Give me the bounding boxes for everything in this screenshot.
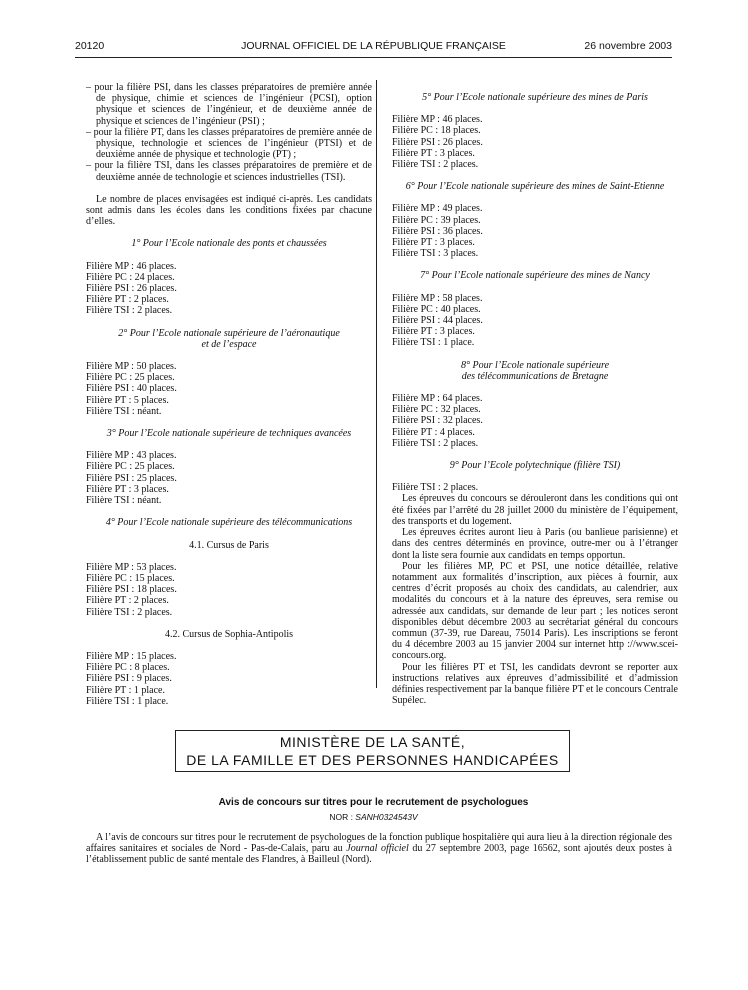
list-item: Filière PT : 5 places. [86, 394, 169, 406]
list-item: Filière PSI : 32 places. [392, 415, 483, 427]
section-list-6 [392, 203, 678, 259]
list-item: Filière PSI : 18 places. [86, 584, 177, 596]
section-title-8: 8° Pour l’Ecole nationale supérieure [460, 359, 610, 371]
list-item: Filière PSI : 26 places. [86, 283, 177, 295]
ministry-line-1: MINISTÈRE DE LA SANTÉ, [279, 734, 466, 750]
list-item: Filière MP : 43 places. [86, 450, 177, 462]
section-list-1 [86, 261, 372, 317]
section-list-3 [86, 450, 372, 506]
section-list-5 [392, 114, 678, 170]
section-title-9: 9° Pour l’Ecole polytechnique (filière TSI) [449, 460, 621, 472]
paragraph-notice: Pour les filières MP, PC et PSI, une notice détaillée, relative notamment aux formalités d’inscription, aux pièces à fournir, aux centres d’écrit proposés au choix des candidats, au calendrier, aux modalités du concours et à la nature des épreuves, sera remise ou adressée aux candidats, sur demande de leur part ; les notices seront disponibles début décembre 2003 au secrétariat général du concours commun (37-39, rue Dareau, 75014 Paris). Les inscriptions se feront du 4 décembre 2003 au 15 janvier 2004 sur internet http ://www.scei-concours.org. [392, 560, 678, 662]
list-item: Filière PT : 3 places. [392, 147, 475, 159]
paragraph-pt-tsi: Pour les filières PT et TSI, les candidats devront se reporter aux instructions relatives aux épreuves d’admissibilité et d’admission définies respectivement par la banque filière PT et le concours Centrale Supélec. [392, 661, 678, 707]
bullet-tsi: – pour la filière TSI, dans les classes préparatoires de première et de deuxième année de technologie et sciences industrielles (TSI). [86, 160, 372, 183]
section-list-7 [392, 293, 678, 349]
list-item: Filière PC : 40 places. [392, 303, 481, 315]
notice-text-after: du 27 septembre 2003, page 16562, sont ajoutés deux postes à l’établissement public de santé mentale des Flandres, à Bailleul (Nord). [86, 843, 672, 866]
paragraph-ecrites: Les épreuves écrites auront lieu à Paris (ou banlieue parisienne) et dans des centres déterminés en province, outre-mer ou à l’étranger dont la liste sera fournie aux candidats en temps opportun. [392, 527, 678, 561]
list-item: Filière PC : 18 places. [392, 125, 481, 137]
section-title-4: 4° Pour l’Ecole nationale supérieure des télécommunications [105, 517, 353, 529]
list-item: Filière MP : 49 places. [392, 203, 483, 215]
section-title-7: 7° Pour l’Ecole nationale supérieure des mines de Nancy [420, 270, 650, 282]
list-item: Filière TSI : néant. [86, 495, 162, 507]
list-item: Filière TSI : 2 places. [86, 606, 173, 618]
list-item: Filière PC : 15 places. [86, 572, 175, 584]
section-list-4-2 [86, 651, 372, 707]
section-list-8 [392, 393, 678, 449]
section-title-2: 2° Pour l’Ecole nationale supérieure de l’aéronautique [118, 327, 340, 339]
journal-title: JOURNAL OFFICIEL DE LA RÉPUBLIQUE FRANÇAISE [241, 40, 506, 52]
list-item: Filière PSI : 36 places. [392, 225, 483, 237]
section-title-6: 6° Pour l’Ecole nationale supérieure des mines de Saint-Etienne [405, 181, 665, 193]
right-column [392, 92, 678, 706]
notice-text-before: A l’avis de concours sur titres pour le recrutement de psychologues de la fonction publique hospitalière qui aura lieu à la direction régionale des affaires sanitaires et sociales de Nord - Pas-de-Calais, paru au [86, 832, 672, 855]
nor-label: NOR : [329, 812, 356, 822]
page-number: 20120 [75, 40, 105, 52]
ministry-heading-box [175, 730, 570, 772]
list-item: Filière PC : 25 places. [86, 461, 175, 473]
notice-title: Avis de concours sur titres pour le recrutement de psychologues [218, 797, 529, 808]
list-item: Filière PT : 3 places. [392, 326, 475, 338]
column-divider [376, 80, 377, 688]
list-item: Filière PT : 2 places. [86, 595, 169, 607]
section-title-5: 5° Pour l’Ecole nationale supérieure des mines de Paris [422, 92, 648, 103]
section-title-2-cont: et de l’espace [201, 338, 257, 350]
list-item: Filière MP : 15 places. [86, 650, 177, 662]
list-item: Filière PT : 2 places. [86, 294, 169, 306]
list-item: Filière PT : 1 place. [86, 684, 165, 696]
subsection-title-paris: 4.1. Cursus de Paris [189, 539, 269, 551]
intro-paragraph: Le nombre de places envisagées est indiqué ci-après. Les candidats sont admis dans les écoles dans les conditions fixées par chacune d’elles. [86, 193, 372, 228]
list-item: Filière MP : 46 places. [392, 114, 483, 126]
list-item: Filière TSI : 2 places. [392, 437, 479, 449]
section-title-8-cont: des télécommunications de Bretagne [461, 370, 609, 382]
list-item: Filière PSI : 40 places. [86, 383, 177, 395]
list-item: Filière PC : 24 places. [86, 271, 175, 283]
section-list-4-1 [86, 562, 372, 618]
list-item: Filière PC : 39 places. [392, 214, 481, 226]
bullet-pt: – pour la filière PT, dans les classes préparatoires de première année de physique, technologie et sciences de l’ingénieur (PTSI) et de deuxième année de physique et technologie (PT) ; [86, 126, 372, 161]
nor-code: SANH0324543V [355, 812, 418, 822]
list-item: Filière MP : 46 places. [86, 260, 177, 272]
list-item: Filière MP : 64 places. [392, 393, 483, 405]
page-header [75, 40, 672, 54]
paragraph-epreuves: Les épreuves du concours se dérouleront dans les conditions qui ont été fixées par l’arrêté du 28 juillet 2000 du ministère de l’équipement, des transports et du logement. [392, 493, 678, 527]
list-item: Filière MP : 58 places. [392, 292, 483, 304]
list-item: Filière TSI : 1 place. [86, 695, 169, 707]
bullet-psi: – pour la filière PSI, dans les classes préparatoires de première année de physique, chimie et sciences de l’ingénieur (PCSI), option physique et sciences de l’ingénieur, et de deuxième année de physique et sciences de l’ingénieur (PSI) ; [86, 82, 372, 127]
notice-journal-ref: Journal officiel [346, 843, 409, 855]
list-item: Filière TSI : néant. [86, 405, 162, 417]
list-item: Filière PSI : 44 places. [392, 315, 483, 327]
list-item: Filière TSI : 2 places. [392, 159, 479, 171]
list-item: Filière PC : 32 places. [392, 404, 481, 416]
section-title-3: 3° Pour l’Ecole nationale supérieure de techniques avancées [106, 428, 352, 440]
list-item: Filière PC : 8 places. [86, 662, 170, 674]
list-item: Filière TSI : 2 places. [392, 482, 479, 494]
ministry-line-2: DE LA FAMILLE ET DES PERSONNES HANDICAPÉES [186, 752, 559, 768]
list-item: Filière TSI : 3 places. [392, 248, 479, 260]
list-item: Filière PT : 3 places. [392, 237, 475, 249]
list-item: Filière PT : 3 places. [86, 483, 169, 495]
subsection-title-sophia: 4.2. Cursus de Sophia-Antipolis [164, 628, 294, 640]
list-item: Filière PC : 25 places. [86, 372, 175, 384]
header-rule [75, 57, 672, 58]
section-title-1: 1° Pour l’Ecole nationale des ponts et chaussées [131, 238, 327, 250]
list-item: Filière TSI : 1 place. [392, 337, 475, 349]
section-list-2 [86, 361, 372, 417]
issue-date: 26 novembre 2003 [584, 40, 672, 52]
list-item: Filière PT : 4 places. [392, 426, 475, 438]
list-item: Filière PSI : 9 places. [86, 673, 172, 685]
list-item: Filière TSI : 2 places. [86, 305, 173, 317]
nor-reference [75, 812, 672, 822]
list-item: Filière MP : 53 places. [86, 561, 177, 573]
list-item: Filière MP : 50 places. [86, 361, 177, 373]
notice-body [86, 832, 672, 866]
left-column [86, 82, 372, 707]
list-item: Filière PSI : 26 places. [392, 136, 483, 148]
list-item: Filière PSI : 25 places. [86, 472, 177, 484]
